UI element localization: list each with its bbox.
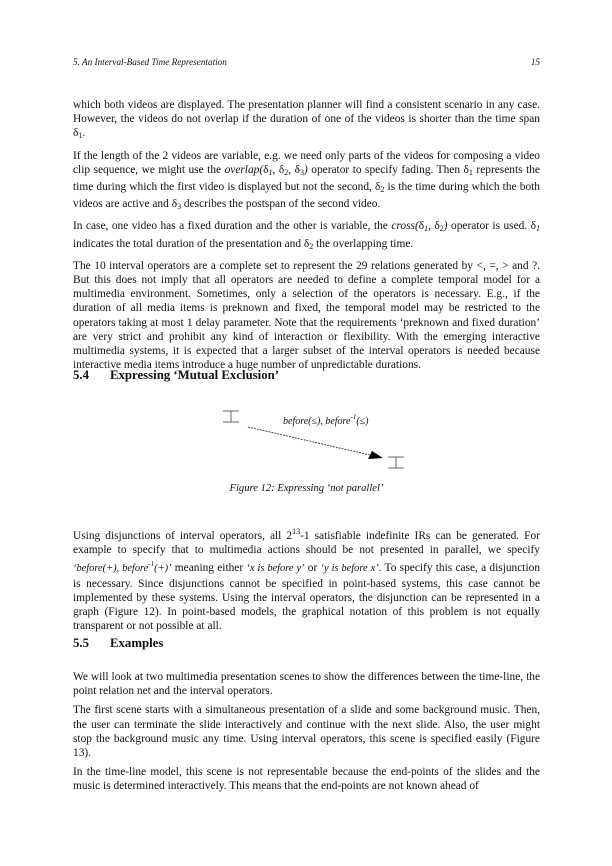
paragraph: We will look at two multimedia presentation scenes to show the differences between the time-line, the point relation net and the interval operators. <box>73 671 540 698</box>
section-heading-5-4: 5.4 Expressing ‘Mutual Exclusion’ <box>73 368 279 382</box>
paragraph: Using disjunctions of interval operators, all $2^{13}-1$ satisfiable indefinite IRs can be generated. For example to specify that to multimedia actions should be not presented in parallel, we specify ‘before(+), before$^{-1}$(+)’ meaning either ‘x is before y’ or ‘y is before x’. To specify this case, a disjunction is necessary. Since disjunctions cannot be specified in point-based systems, this case cannot be implemented by these systems. Using the interval operators, the disjunction can be represented in a graph (Figure 12). In point-based models, the graphical notation of this problem is not equally transparent or not possible at all. <box>73 527 541 633</box>
interval-node-x-icon <box>223 411 239 422</box>
paragraph: The first scene starts with a simultaneous presentation of a slide and some background music. Then, the user can terminate the slide interactively and continue with the next slide. Also, the user might stop the background music any time. Using interval operators, this scene is specified easily (Figure 13). <box>73 704 540 760</box>
figure-12-diagram <box>220 405 420 475</box>
section-title: Examples <box>110 636 164 650</box>
chapter-title: 5. An Interval-Based Time Representation <box>73 57 227 67</box>
body-block-2 <box>73 525 540 638</box>
section-heading-5-5: 5.5 Examples <box>73 636 164 650</box>
edge-label: before(≤), before$^{-1}$(≤) <box>283 413 369 427</box>
running-header <box>73 56 540 68</box>
arrowhead-icon <box>368 451 383 459</box>
section-title: Expressing ‘Mutual Exclusion’ <box>110 368 279 382</box>
body-block-1 <box>73 98 540 377</box>
interval-node-y-icon <box>388 457 404 468</box>
paragraph: If the length of the 2 videos are variable, e.g. we need only parts of the videos for composing a video clip sequence, we might use the overlap(δ1, $\delta_2$, $\delta_3$) operator to specify fading. Then $\delta_1$ represents the time during which the first video is displayed but not the second, $\delta_2$ is the time during which the both videos are active and $\delta_3$ describes the postspan of the second video. <box>73 149 540 212</box>
page-number: 15 <box>530 57 540 67</box>
figure-12-caption: Figure 12: Expressing ‘not parallel’ <box>229 483 384 494</box>
paragraph: which both videos are displayed. The presentation planner will find a consistent scenario in any case. However, the videos do not overlap if the duration of one of the videos is shorter than the time span $\delta_1$. <box>73 99 540 141</box>
body-block-3 <box>73 670 540 799</box>
paragraph: In the time-line model, this scene is not representable because the end-points of the slides and the music is determined interactively. This means that the end-points are not known ahead of <box>73 766 540 793</box>
paragraph: In case, one video has a fixed duration and the other is variable, the cross(δ1, $\delta_2$) operator is used. δ1 indicates the total duration of the presentation and $\delta_2$ the overlapping time. <box>73 220 540 251</box>
paragraph: The 10 interval operators are a complete set to represent the 29 relations generated by <, =, > and ?. But this does not imply that all operators are needed to define a complete temporal model for a multimedia environment. Sometimes, only a selection of the operators is necessary. E.g., if the duration of all media items is preknown and fixed, the temporal model may be restricted to the operators taking at most 1 delay parameter. Note that the requirements ‘preknown and fixed duration’ are very strict and prohibit any kind of interaction or flexibility. With the emerging interactive multimedia systems, it is expected that a larger subset of the interval operators is needed because interactive media items introduce a huge number of unpredictable durations. <box>73 259 540 372</box>
